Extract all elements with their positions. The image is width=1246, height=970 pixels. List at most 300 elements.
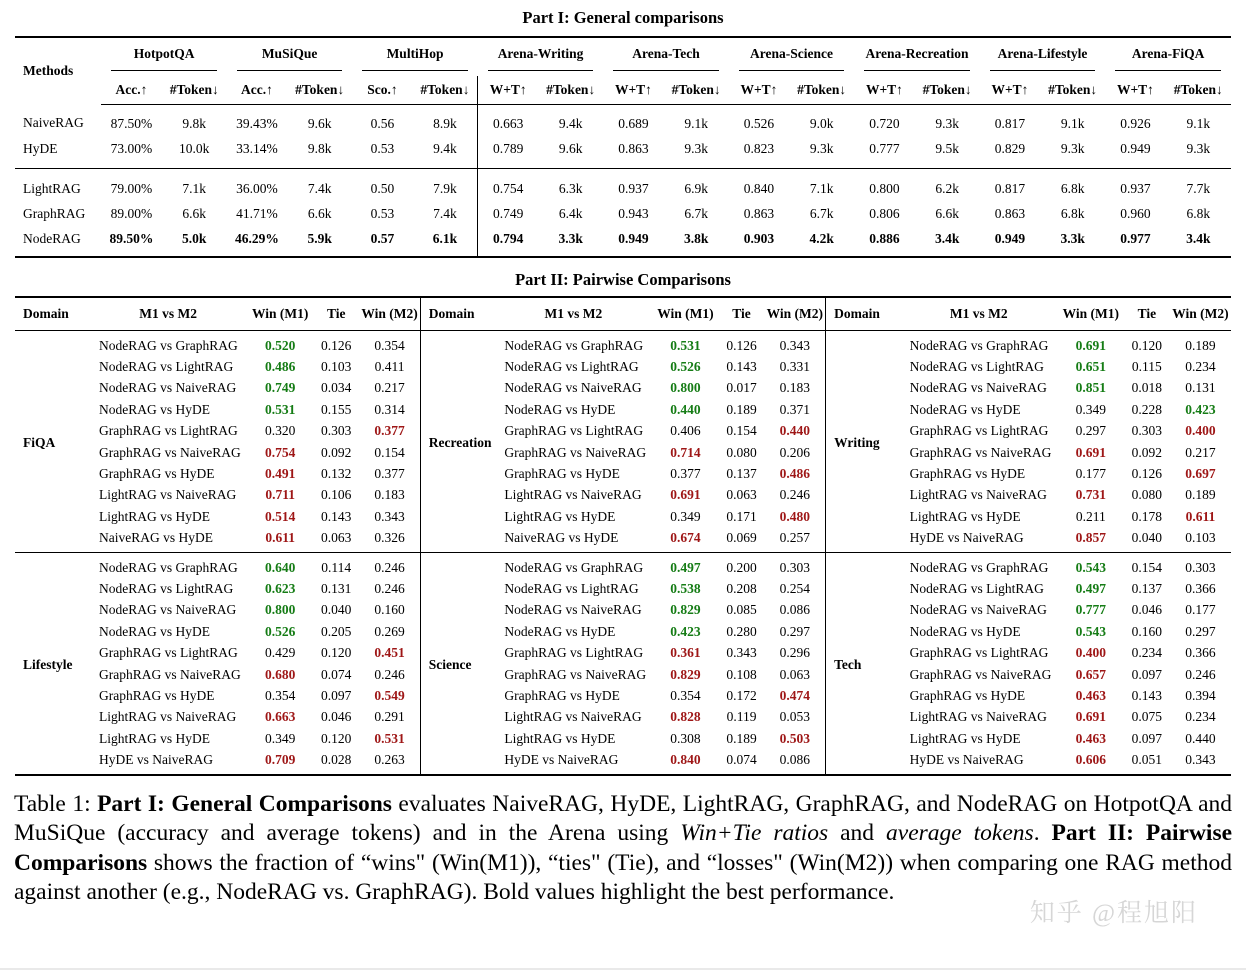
win-m1-cell: 0.680: [265, 666, 296, 682]
pairwise-row: [15, 642, 1231, 663]
win-m1-cell: 0.361: [670, 645, 701, 661]
tie-cell: 0.115: [1131, 359, 1162, 375]
win-m1-cell: 0.297: [1075, 423, 1106, 439]
part2-title: Part II: Pairwise Comparisons: [515, 270, 731, 289]
metric-header: #Token↓: [789, 76, 854, 105]
win-m2-cell: 0.217: [359, 378, 420, 399]
win-m2-cell: 0.154: [359, 442, 420, 463]
pairwise-row: [15, 707, 1231, 728]
tie-cell: 0.046: [321, 709, 352, 725]
win-m1-cell: 0.709: [265, 752, 296, 768]
pair-column-header: M1 vs M2: [494, 297, 652, 331]
tie-cell: 0.143: [321, 508, 352, 524]
win-m2-cell: 0.531: [359, 728, 420, 749]
caption-segment: average tokens: [886, 820, 1034, 847]
caption-segment: and: [828, 820, 887, 847]
tie-cell: 0.143: [1131, 687, 1163, 703]
win-m1-cell: 0.429: [265, 645, 296, 661]
win-m1-cell: 0.497: [652, 552, 718, 578]
part2-pairwise-comparisons-table: [15, 296, 1231, 776]
value-cell: 0.800: [869, 180, 900, 196]
pair-cell: NodeRAG vs HyDE: [909, 623, 1021, 639]
method-row: [15, 169, 1231, 202]
win-m1-cell: 0.531: [265, 401, 296, 417]
win-m1-cell: 0.691: [1075, 337, 1106, 353]
value-cell: 10.0k: [162, 136, 227, 169]
value-cell: 9.3k: [935, 115, 959, 131]
method-name-cell: GraphRAG: [23, 205, 86, 221]
value-cell: 0.949: [1105, 136, 1165, 169]
win-m1-cell: 0.857: [1075, 530, 1106, 546]
pair-cell: GraphRAG vs NaiveRAG: [504, 444, 647, 460]
value-cell: 9.6k: [538, 136, 603, 169]
win-m2-cell: 0.451: [359, 642, 420, 663]
win-m1-cell: 0.308: [670, 730, 701, 746]
pairwise-row: [15, 463, 1231, 484]
win-m1-cell: 0.514: [265, 508, 296, 524]
win-m2-column-header: Win (M2): [765, 297, 826, 331]
pair-cell: NodeRAG vs NaiveRAG: [504, 380, 642, 396]
pairwise-row: [15, 331, 1231, 357]
win-m2-cell: 0.440: [765, 421, 826, 442]
pair-cell: NodeRAG vs HyDE: [99, 401, 211, 417]
win-m2-cell: 0.377: [359, 421, 420, 442]
pair-cell: GraphRAG vs HyDE: [504, 466, 620, 482]
pair-cell: NodeRAG vs HyDE: [99, 623, 211, 639]
tie-cell: 0.172: [726, 687, 757, 703]
tie-cell: 0.092: [321, 444, 352, 460]
win-m1-cell: 0.674: [670, 530, 701, 546]
win-m1-cell: 0.526: [265, 623, 296, 639]
win-m1-cell: 0.538: [670, 580, 701, 596]
pair-cell: HyDE vs NaiveRAG: [504, 752, 619, 768]
value-cell: 7.9k: [433, 180, 457, 196]
tie-cell: 0.120: [321, 645, 352, 661]
value-cell: 3.4k: [934, 230, 960, 246]
win-m2-cell: 0.246: [359, 578, 420, 599]
win-m1-cell: 0.714: [670, 444, 701, 460]
win-m1-column-header: Win (M1): [247, 297, 313, 331]
win-m2-cell: 0.303: [1170, 552, 1231, 578]
win-m2-cell: 0.254: [765, 578, 826, 599]
win-m1-cell: 0.463: [1075, 730, 1106, 746]
tie-cell: 0.063: [321, 530, 352, 546]
pairwise-row: [15, 552, 1231, 578]
pair-cell: LightRAG vs HyDE: [99, 730, 211, 746]
metric-header: #Token↓: [287, 76, 352, 105]
win-m1-cell: 0.423: [670, 623, 701, 639]
value-cell: 0.829: [980, 136, 1040, 169]
tie-column-header: Tie: [719, 297, 765, 331]
value-cell: 6.8k: [1186, 205, 1211, 221]
value-cell: 6.4k: [558, 205, 583, 221]
win-m1-cell: 0.749: [265, 380, 296, 396]
dataset-group-header: [729, 37, 855, 76]
pair-cell: NodeRAG vs LightRAG: [909, 359, 1044, 375]
tie-cell: 0.189: [726, 401, 757, 417]
win-m1-cell: 0.406: [670, 423, 701, 439]
pairwise-row: [15, 506, 1231, 527]
win-m2-cell: 0.246: [359, 552, 420, 578]
tie-cell: 0.303: [1131, 423, 1163, 439]
win-m2-cell: 0.411: [359, 356, 420, 377]
win-m2-cell: 0.474: [765, 685, 826, 706]
tie-cell: 0.343: [726, 645, 757, 661]
win-m2-cell: 0.263: [359, 749, 420, 774]
dataset-group-label: Arena-Writing: [497, 46, 584, 61]
tie-cell: 0.103: [321, 359, 352, 375]
dataset-group-header: [478, 37, 603, 76]
pair-cell: GraphRAG vs HyDE: [99, 466, 215, 482]
tie-cell: 0.154: [726, 423, 757, 439]
pair-cell: GraphRAG vs LightRAG: [99, 645, 238, 661]
win-m1-cell: 0.491: [265, 466, 296, 482]
tie-cell: 0.080: [1131, 487, 1163, 503]
win-m2-cell: 0.314: [359, 399, 420, 420]
win-m2-cell: 0.086: [765, 600, 826, 621]
value-cell: 9.3k: [664, 136, 729, 169]
pair-cell: NodeRAG vs GraphRAG: [909, 337, 1049, 353]
dataset-group-label: MuSiQue: [261, 46, 318, 61]
value-cell: 0.926: [1120, 115, 1151, 131]
metric-header: #Token↓: [413, 76, 478, 105]
tie-cell: 0.137: [1131, 580, 1163, 596]
tie-cell: 0.234: [1131, 645, 1163, 661]
win-m2-cell: 0.400: [1185, 423, 1216, 439]
value-cell: 0.823: [729, 136, 789, 169]
win-m1-cell: 0.526: [670, 359, 701, 375]
win-m2-cell: 0.343: [359, 506, 420, 527]
value-cell: 6.9k: [684, 180, 708, 196]
value-cell: 5.9k: [307, 230, 332, 246]
pair-cell: NodeRAG vs GraphRAG: [99, 337, 238, 353]
metric-header: Acc.↑: [101, 76, 161, 105]
pair-cell: NodeRAG vs LightRAG: [909, 580, 1044, 596]
pair-cell: GraphRAG vs HyDE: [909, 687, 1026, 703]
win-m1-cell: 0.349: [265, 730, 296, 746]
pair-column-header: M1 vs M2: [900, 297, 1058, 331]
value-cell: 6.8k: [1060, 180, 1085, 196]
pair-cell: GraphRAG vs NaiveRAG: [909, 666, 1052, 682]
pair-cell: LightRAG vs NaiveRAG: [504, 709, 642, 725]
metric-header: #Token↓: [1040, 76, 1105, 105]
value-cell: 0.53: [352, 136, 412, 169]
value-cell: 6.6k: [182, 205, 207, 221]
part1-general-comparisons-table: [15, 36, 1231, 258]
pair-cell: GraphRAG vs LightRAG: [909, 423, 1049, 439]
win-m2-cell: 0.189: [1185, 487, 1216, 503]
value-cell: 0.720: [869, 115, 900, 131]
tie-cell: 0.018: [1131, 380, 1163, 396]
win-m1-cell: 0.800: [670, 380, 701, 396]
metric-header: W+T↑: [980, 76, 1040, 105]
win-m2-cell: 0.366: [1185, 580, 1216, 596]
dataset-group-header: [1105, 37, 1231, 76]
tie-cell: 0.171: [726, 508, 757, 524]
metric-header: W+T↑: [729, 76, 789, 105]
value-cell: 0.937: [1120, 180, 1151, 196]
dataset-group-label: Arena-Science: [750, 46, 834, 61]
pair-cell: HyDE vs NaiveRAG: [909, 752, 1024, 768]
pairwise-row: [15, 442, 1231, 463]
win-m2-column-header: Win (M2): [1170, 297, 1231, 331]
pairwise-row: [15, 378, 1231, 399]
win-m2-cell: 0.269: [359, 621, 420, 642]
win-m1-cell: 0.497: [1075, 580, 1106, 596]
tie-cell: 0.106: [321, 487, 352, 503]
value-cell: 39.43%: [236, 115, 278, 131]
value-cell: 7.4k: [433, 205, 457, 221]
domain-cell: FiQA: [23, 435, 56, 451]
tie-cell: 0.074: [321, 666, 352, 682]
method-name-cell: LightRAG: [23, 180, 81, 196]
win-m1-cell: 0.731: [1075, 487, 1106, 503]
pair-cell: NaiveRAG vs HyDE: [99, 530, 214, 546]
pair-cell: NodeRAG vs HyDE: [504, 623, 616, 639]
value-cell: 0.960: [1120, 205, 1151, 221]
value-cell: 79.00%: [110, 180, 153, 196]
dataset-group-label: Arena-Tech: [632, 46, 700, 61]
value-cell: 0.949: [994, 230, 1026, 246]
caption-segment: .: [1033, 820, 1052, 847]
pairwise-row: [15, 664, 1231, 685]
win-m2-cell: 0.503: [765, 728, 826, 749]
value-cell: 3.3k: [1060, 230, 1085, 246]
pairwise-row: [15, 399, 1231, 420]
value-cell: 6.6k: [935, 205, 959, 221]
tie-cell: 0.205: [321, 623, 352, 639]
pair-cell: HyDE vs NaiveRAG: [99, 752, 214, 768]
dataset-group-header: [352, 37, 478, 76]
win-m1-cell: 0.543: [1058, 552, 1124, 578]
tie-cell: 0.028: [321, 752, 352, 768]
metric-header: Sco.↑: [352, 76, 412, 105]
tie-cell: 0.160: [1131, 623, 1163, 639]
win-m1-cell: 0.691: [1075, 709, 1106, 725]
value-cell: 6.2k: [935, 180, 959, 196]
value-cell: 3.4k: [1186, 230, 1211, 246]
tie-cell: 0.137: [726, 466, 757, 482]
metric-header: #Token↓: [664, 76, 729, 105]
value-cell: 41.71%: [236, 205, 278, 221]
pair-cell: LightRAG vs NaiveRAG: [909, 709, 1047, 725]
value-cell: 9.1k: [684, 115, 708, 131]
caption-segment: Win+Tie ratios: [680, 820, 829, 847]
value-cell: 0.943: [618, 205, 649, 221]
value-cell: 0.50: [370, 180, 395, 196]
metric-header: #Token↓: [915, 76, 980, 105]
win-m2-cell: 0.246: [359, 664, 420, 685]
pair-cell: NodeRAG vs GraphRAG: [89, 552, 247, 578]
value-cell: 9.8k: [287, 136, 352, 169]
metric-header: W+T↑: [603, 76, 663, 105]
win-m1-column-header: Win (M1): [652, 297, 718, 331]
tie-cell: 0.120: [321, 730, 352, 746]
win-m2-cell: 0.549: [359, 685, 420, 706]
pair-cell: GraphRAG vs LightRAG: [504, 645, 644, 661]
value-cell: 9.5k: [915, 136, 980, 169]
dataset-group-header: [227, 37, 353, 76]
win-m1-cell: 0.640: [247, 552, 313, 578]
win-m2-cell: 0.234: [1185, 709, 1216, 725]
win-m2-cell: 0.371: [765, 399, 826, 420]
win-m1-cell: 0.829: [670, 602, 701, 618]
value-cell: 5.0k: [182, 230, 207, 246]
pair-cell: GraphRAG vs NaiveRAG: [99, 666, 241, 682]
pair-cell: HyDE vs NaiveRAG: [909, 530, 1024, 546]
pair-cell: LightRAG vs HyDE: [504, 508, 616, 524]
win-m2-cell: 0.257: [765, 528, 826, 553]
value-cell: 0.840: [743, 180, 775, 196]
pair-cell: NodeRAG vs NaiveRAG: [99, 602, 237, 618]
value-cell: 9.1k: [1186, 115, 1211, 131]
win-m1-cell: 0.463: [1075, 687, 1106, 703]
win-m2-cell: 0.343: [1185, 752, 1216, 768]
win-m1-cell: 0.486: [265, 359, 296, 375]
tie-cell: 0.108: [726, 666, 757, 682]
pairwise-row: [15, 621, 1231, 642]
metric-header: W+T↑: [478, 76, 538, 105]
pair-cell: LightRAG vs HyDE: [504, 730, 616, 746]
metric-header: #Token↓: [162, 76, 227, 105]
dataset-group-label: MultiHop: [386, 46, 444, 61]
pair-cell: NodeRAG vs NaiveRAG: [909, 602, 1047, 618]
part1-header-row: [15, 37, 1231, 76]
value-cell: 0.937: [618, 180, 649, 196]
tie-cell: 0.131: [321, 580, 352, 596]
pair-cell: GraphRAG vs HyDE: [504, 687, 620, 703]
value-cell: 0.689: [618, 115, 649, 131]
win-m2-cell: 0.486: [765, 463, 826, 484]
value-cell: 0.789: [478, 136, 538, 169]
win-m1-cell: 0.440: [670, 401, 701, 417]
win-m2-cell: 0.697: [1185, 466, 1216, 482]
pair-cell: GraphRAG vs LightRAG: [99, 423, 238, 439]
value-cell: 6.6k: [307, 205, 332, 221]
value-cell: 0.663: [478, 105, 538, 137]
tie-cell: 0.189: [726, 730, 757, 746]
win-m1-cell: 0.777: [1075, 602, 1106, 618]
tie-cell: 0.069: [726, 530, 757, 546]
pair-cell: LightRAG vs NaiveRAG: [909, 487, 1047, 503]
tie-cell: 0.208: [726, 580, 757, 596]
tie-cell: 0.097: [321, 687, 352, 703]
tie-cell: 0.126: [321, 337, 352, 353]
metric-header: #Token↓: [538, 76, 603, 105]
value-cell: 9.3k: [1166, 136, 1231, 169]
value-cell: 3.3k: [558, 230, 583, 246]
pair-cell: NodeRAG vs LightRAG: [99, 359, 234, 375]
pairwise-row: [15, 728, 1231, 749]
win-m1-cell: 0.828: [670, 709, 701, 725]
pair-cell: LightRAG vs HyDE: [909, 508, 1021, 524]
value-cell: 9.6k: [307, 115, 332, 131]
pair-cell: GraphRAG vs NaiveRAG: [909, 444, 1052, 460]
tie-cell: 0.126: [726, 337, 757, 353]
method-row: [15, 226, 1231, 257]
pair-cell: NodeRAG vs LightRAG: [504, 359, 639, 375]
win-m2-column-header: Win (M2): [359, 297, 420, 331]
pair-cell: GraphRAG vs HyDE: [99, 687, 215, 703]
pair-cell: GraphRAG vs NaiveRAG: [99, 444, 241, 460]
pair-cell: NodeRAG vs LightRAG: [504, 580, 639, 596]
pairwise-row: [15, 600, 1231, 621]
dataset-group-label: Arena-FiQA: [1131, 46, 1205, 61]
method-row: [15, 105, 1231, 137]
value-cell: 9.4k: [558, 115, 583, 131]
win-m2-cell: 0.303: [765, 552, 826, 578]
pair-cell: NodeRAG vs LightRAG: [99, 580, 234, 596]
win-m1-cell: 0.606: [1075, 752, 1106, 768]
value-cell: 9.8k: [182, 115, 207, 131]
win-m2-cell: 0.331: [765, 356, 826, 377]
pair-cell: LightRAG vs NaiveRAG: [99, 709, 237, 725]
tie-cell: 0.034: [321, 380, 352, 396]
tie-cell: 0.046: [1131, 602, 1163, 618]
dataset-group-header: [980, 37, 1106, 76]
domain-cell: Science: [420, 552, 494, 774]
value-cell: 6.7k: [809, 205, 834, 221]
win-m1-cell: 0.623: [265, 580, 296, 596]
value-cell: 0.794: [478, 226, 538, 257]
dataset-group-label: Arena-Lifestyle: [997, 46, 1088, 61]
value-cell: 0.949: [618, 230, 649, 246]
win-m1-cell: 0.800: [265, 602, 296, 618]
win-m2-cell: 0.297: [1185, 623, 1216, 639]
tie-cell: 0.074: [726, 752, 757, 768]
win-m2-cell: 0.183: [359, 485, 420, 506]
win-m1-cell: 0.611: [265, 530, 296, 546]
part1-title: Part I: General comparisons: [522, 8, 724, 27]
win-m1-cell: 0.177: [1075, 466, 1106, 482]
pair-cell: NodeRAG vs GraphRAG: [900, 552, 1058, 578]
domain-column-header: Domain: [15, 297, 89, 331]
method-name-cell: HyDE: [15, 136, 101, 169]
part1-subheader-row: [15, 76, 1231, 105]
value-cell: 7.1k: [809, 180, 834, 196]
value-cell: 0.817: [994, 180, 1026, 196]
dataset-group-header: [603, 37, 728, 76]
domain-column-header: Domain: [826, 297, 900, 331]
value-cell: 0.863: [743, 205, 775, 221]
caption-segment: evaluates NaiveRAG, HyDE, LightRAG, GraphRAG, and NodeRAG on HotpotQA and MuSiQue (accuracy and average tokens) and in the Arena using: [14, 790, 1233, 847]
value-cell: 0.806: [869, 205, 900, 221]
method-name-cell: NaiveRAG: [23, 115, 84, 131]
part2-header-row: [15, 297, 1231, 331]
tie-cell: 0.280: [726, 623, 757, 639]
domain-cell: Lifestyle: [15, 552, 89, 774]
value-cell: 9.3k: [789, 136, 854, 169]
win-m2-cell: 0.297: [765, 621, 826, 642]
win-m1-cell: 0.543: [1075, 623, 1106, 639]
win-m1-cell: 0.657: [1075, 666, 1106, 682]
value-cell: 0.886: [869, 230, 900, 246]
win-m1-cell: 0.349: [1075, 401, 1106, 417]
pair-cell: NodeRAG vs NaiveRAG: [909, 380, 1047, 396]
caption-segment: shows the fraction of “wins" (Win(M1)), “ties" (Tie), and “losses" (Win(M2)) when comparing one RAG method against another (e.g., NodeRAG vs. GraphRAG). Bold values highlight the best performance.: [14, 849, 1232, 906]
tie-cell: 0.114: [313, 552, 359, 578]
dataset-group-label: Arena-Recreation: [865, 46, 969, 61]
win-m2-cell: 0.440: [1185, 730, 1216, 746]
win-m2-cell: 0.063: [765, 664, 826, 685]
win-m1-cell: 0.651: [1075, 359, 1106, 375]
value-cell: 0.526: [743, 115, 775, 131]
value-cell: 0.863: [603, 136, 663, 169]
win-m1-cell: 0.400: [1075, 645, 1106, 661]
win-m2-cell: 0.366: [1185, 645, 1216, 661]
tie-cell: 0.092: [1131, 444, 1163, 460]
win-m2-cell: 0.053: [765, 707, 826, 728]
